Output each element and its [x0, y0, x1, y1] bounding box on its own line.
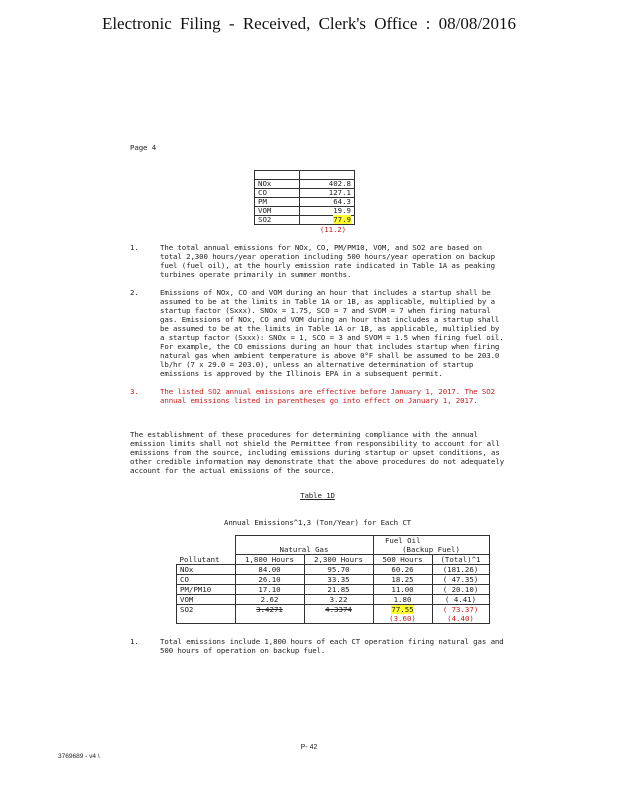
note-3: 3. The listed SO2 annual emissions are effective before January 1, 2017. The SO2 annual emissions listed in parentheses go into effect on January 1, 2017. — [130, 387, 495, 405]
note-1: 1. The total annual emissions for NOx, CO, PM/PM10, VOM, and SO2 are based on total 2,300 hours/year operation including 500 hours/year operation on backup fuel (fuel oil), at the hourly emission rate indicated in Table 1A as peaking turbines operate primarily in summer months. — [130, 243, 495, 279]
table-row: VOM 19.9 — [255, 207, 355, 216]
so2-total-future: (4.40) — [447, 614, 474, 623]
table-notes — [130, 637, 505, 655]
so2-future-value: (11.2) — [319, 225, 346, 234]
table-row: SO2 3.4271 4.3374 77.55 (3.60) ( 73.37) (4.40) — [177, 605, 490, 624]
table-row: CO 26.10 33.35 18.25 ( 47.35) — [177, 575, 490, 585]
annual-emissions-table: Fuel Oil Natural Gas (Backup Fuel) Pollutant 1,800 Hours 2,300 Hours 500 Hours (Total)^1 NOx 84.00 95.70 60.26 (181.26) CO 26.10 33.35 18.25 ( 47.35) PM/PM10 17.10 21.85 11.00 ( 20.10) VOM 2.62 3.22 1.80 ( 4.41) SO2 3.4271 4.3374 77.55 (3.60) ( 73.37) (4.40) — [176, 535, 490, 624]
note-2: 2. Emissions of NOx, CO and VOM during an hour that includes a startup shall be assumed to be at the limits in Table 1A or 1B, as applicable, multiplied by a startup factor (Sxxx). SNOx = 1.75, SCO = 7 and SVOM = 7 when firing natural gas. Emissions of NOx, CO and VOM during an hour that includes a startup shall be assumed to be at the limits in Table 1A or 1B, as applicable, multiplied by a startup factor (Sxxx): SNOx = 1, SCO = 3 and SVOM = 1.5 when firing fuel oil. For example, the CO emissions during an hour that includes startup when firing natural gas when ambient temperature is above 0°F shall be assumed to be 203.0 lb/hr (7 x 29.0 = 203.0), unless an alternative determination of startup emissions is approved by the Illinois EPA in a subsequent permit. — [130, 288, 504, 378]
filing-stamp: Electronic Filing - Received, Clerk's Office : 08/08/2016 — [101, 14, 517, 33]
table-row: NOx 402.8 — [255, 180, 355, 189]
compliance-paragraph: The establishment of these procedures for determining compliance with the annual emission limits shall not shield the Permittee from responsibility to account for all emissions from the source, including emissions during startup or upset conditions, as other credible information may demonstrate that the above procedures do not adequately account for the actual emissions of the source. — [130, 430, 505, 475]
so2-backup-future: (3.60) — [389, 614, 416, 623]
page-number: P- 42 — [300, 744, 318, 751]
table-subtitle: Annual Emissions^1,3 (Ton/Year) for Each CT — [223, 518, 412, 527]
emissions-summary-table — [254, 170, 355, 234]
table-row: NOx 84.00 95.70 60.26 (181.26) — [177, 565, 490, 575]
document-id: 3769689 - v4 \ — [58, 753, 100, 760]
table-title: Table 1D — [300, 491, 335, 500]
table-row: PM 64.3 — [255, 198, 355, 207]
table-row: PM/PM10 17.10 21.85 11.00 ( 20.10) — [177, 585, 490, 595]
table-note-1: 1. Total emissions include 1,800 hours of each CT operation firing natural gas and 500 hours of operation on backup fuel. — [130, 637, 504, 655]
page-label: Page 4 — [130, 143, 157, 152]
table-row: VOM 2.62 3.22 1.80 ( 4.41) — [177, 595, 490, 605]
table-row: CO 127.1 — [255, 189, 355, 198]
notes-list — [130, 243, 505, 405]
table-row: SO2 77.9 — [255, 216, 355, 225]
